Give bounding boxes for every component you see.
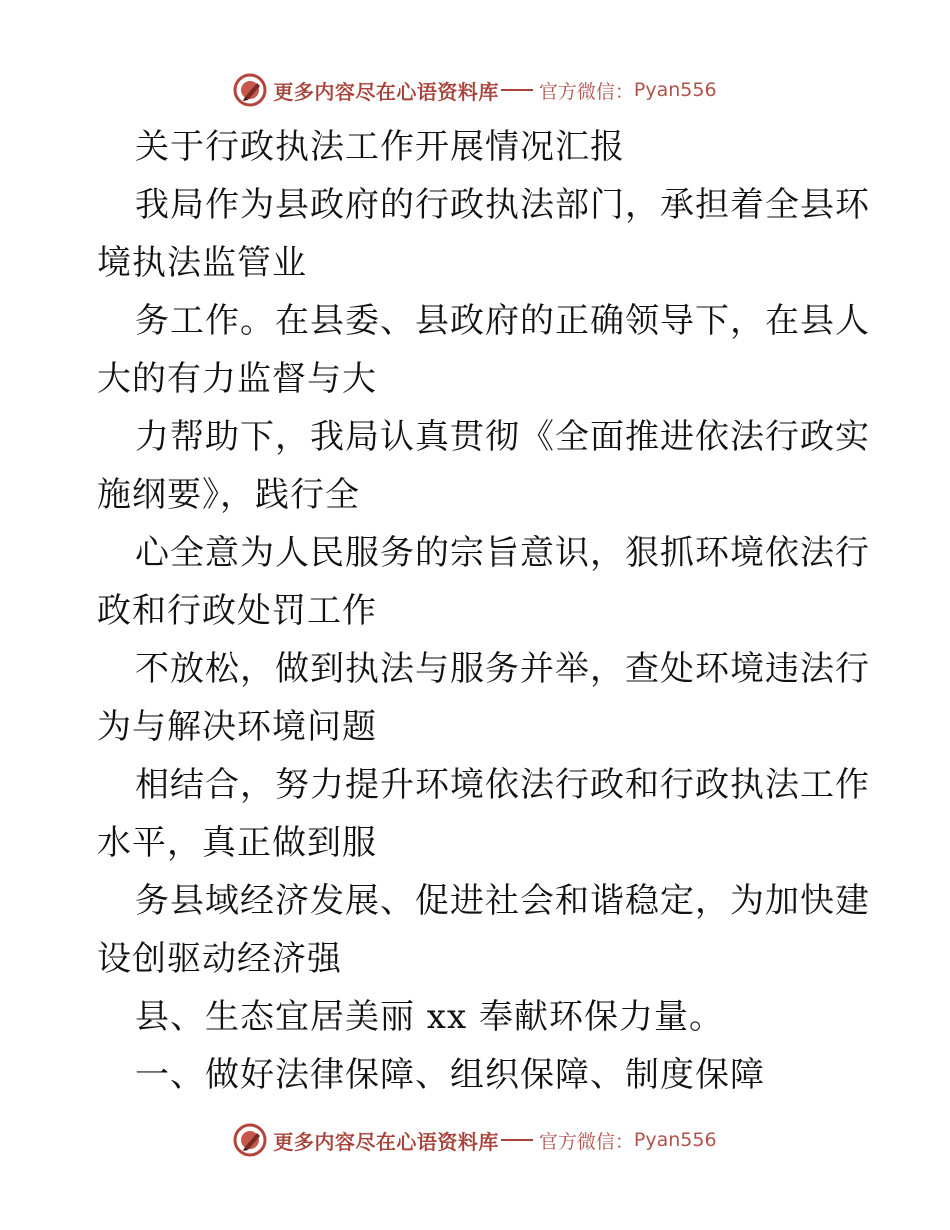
- footer-banner: [0, 1120, 950, 1160]
- paragraph-line: 水平，真正做到服: [97, 823, 377, 863]
- footer-dash: [501, 1139, 533, 1141]
- paragraph-line: 心全意为人民服务的宗旨意识，狠抓环境依法行: [135, 533, 870, 573]
- paragraph-line: 为与解决环境问题: [97, 707, 377, 747]
- paragraph-line: 务县域经济发展、促进社会和谐稳定，为加快建: [135, 881, 870, 921]
- footer-official-label: 官方微信：: [538, 1130, 634, 1153]
- header-dash: [501, 89, 533, 91]
- header-wechat-id: Pyan556: [633, 79, 717, 101]
- paragraph-line: 我局作为县政府的行政执法部门，承担着全县环: [135, 185, 870, 225]
- paragraph-line: 境执法监管业: [97, 243, 307, 283]
- paragraph-line: 设创驱动经济强: [97, 939, 342, 979]
- footer-brand-text: 更多内容尽在心语资料库: [273, 1129, 499, 1154]
- paragraph-line: 相结合，努力提升环境依法行政和行政执法工作: [135, 765, 870, 805]
- paragraph-line: 务工作。在县委、县政府的正确领导下，在县人: [135, 301, 870, 341]
- paragraph-line: 政和行政处罚工作: [97, 591, 377, 631]
- header-banner: [0, 70, 950, 110]
- paragraph-line: 不放松，做到执法与服务并举，查处环境违法行: [135, 649, 870, 689]
- section-heading: 一、做好法律保障、组织保障、制度保障: [135, 1055, 765, 1095]
- header-official-label: 官方微信：: [538, 80, 634, 103]
- pen-logo-icon: [233, 73, 267, 107]
- document-title: 关于行政执法工作开展情况汇报: [135, 127, 625, 167]
- paragraph-line: 施纲要》，践行全: [97, 475, 360, 515]
- footer-wechat-id: Pyan556: [633, 1129, 717, 1151]
- paragraph-line: 大的有力监督与大: [97, 359, 377, 399]
- paragraph-line: 县、生态宜居美丽 xx 奉献环保力量。: [135, 997, 724, 1037]
- paragraph-line: 力帮助下，我局认真贯彻《全面推进依法行政实: [135, 417, 870, 457]
- header-brand-text: 更多内容尽在心语资料库: [273, 79, 499, 104]
- pen-logo-icon: [233, 1123, 267, 1157]
